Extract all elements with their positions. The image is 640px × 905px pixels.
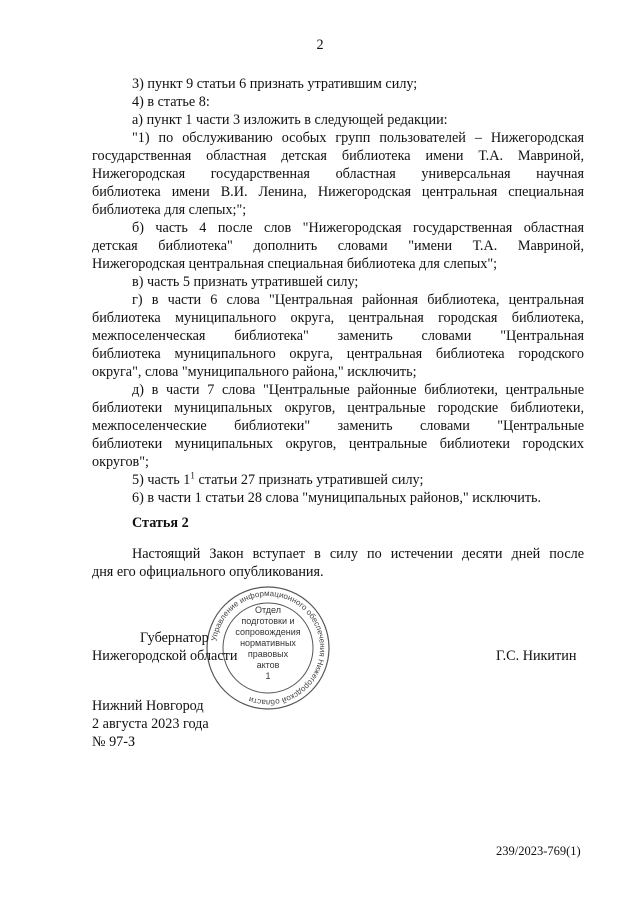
- text-line: б) часть 4 после слов "Нижегородская государственная областная: [132, 220, 584, 236]
- place: Нижний Новгород: [92, 698, 204, 714]
- text-line: государственная областная детская библиотека имени Т.А. Мавриной,: [92, 148, 584, 164]
- text-line: библиотеки муниципальных округов, центральные городские библиотеки,: [92, 400, 584, 416]
- signatory-title: Нижегородской области: [92, 648, 238, 664]
- text-line: "1) по обслуживанию особых групп пользователей – Нижегородская: [132, 130, 584, 146]
- seal-line: Отдел: [254, 605, 282, 615]
- article-heading: Статья 2: [132, 515, 189, 531]
- seal-line: правовых: [247, 649, 289, 659]
- text-line: 3) пункт 9 статьи 6 признать утратившим силу;: [132, 76, 418, 92]
- law-number: № 97-З: [92, 734, 136, 750]
- seal-line: сопровождения: [235, 627, 301, 637]
- seal-line: 1: [265, 671, 271, 681]
- text-line: в) часть 5 признать утратившей силу;: [132, 274, 359, 290]
- text-line: Настоящий Закон вступает в силу по истечении десяти дней после: [132, 546, 584, 562]
- seal-line: актов: [256, 660, 280, 670]
- text-line: дня его официального опубликования.: [92, 564, 324, 580]
- seal-line: нормативных: [240, 638, 296, 648]
- text-line: межпоселенческая библиотека" заменить словами "Центральная: [92, 328, 584, 344]
- text-line-part: 5) часть 1: [132, 472, 191, 488]
- text-line: г) в части 6 слова "Центральная районная библиотека, центральная: [132, 292, 584, 308]
- text-line: 4) в статье 8:: [132, 94, 210, 110]
- seal-ring-text: Управление информационного обеспечения Нижегородской области: [209, 588, 328, 708]
- document-code: 239/2023-769(1): [496, 844, 581, 858]
- date: 2 августа 2023 года: [92, 716, 209, 732]
- text-line: Нижегородская центральная специальная библиотека для слепых";: [92, 256, 498, 272]
- signatory-name: Г.С. Никитин: [496, 648, 577, 664]
- text-line: д) в части 7 слова "Центральные районные библиотеки, центральные: [132, 382, 584, 398]
- text-line: библиотека муниципального округа, центральная библиотека городского: [92, 346, 584, 362]
- text-line: округов";: [92, 454, 149, 470]
- seal-line: подготовки и: [241, 616, 295, 626]
- text-line: детская библиотека" дополнить словами "имени Т.А. Мавриной,: [92, 238, 584, 254]
- signatory-title: Губернатор: [140, 630, 209, 646]
- text-line: округа", слова "муниципального района," исключить;: [92, 364, 417, 380]
- text-line: 6) в части 1 статьи 28 слова "муниципальных районов," исключить.: [132, 490, 542, 506]
- text-line: [132, 471, 423, 489]
- text-line: Нижегородская государственная областная универсальная научная: [92, 166, 584, 182]
- superscript: 1: [190, 470, 195, 481]
- text-line: библиотеки муниципальных округов, центральные библиотеки городских: [92, 436, 584, 452]
- text-line: библиотека для слепых;";: [92, 202, 247, 218]
- page-number: 2: [316, 37, 324, 53]
- text-line: межпоселенческие библиотеки" заменить словами "Центральные: [92, 418, 584, 434]
- text-line: библиотека муниципального округа, центральная городская библиотека,: [92, 310, 584, 326]
- text-line: библиотека имени В.И. Ленина, Нижегородская центральная специальная: [92, 184, 584, 200]
- text-line: а) пункт 1 части 3 изложить в следующей редакции:: [132, 112, 448, 128]
- text-line-part: статьи 27 признать утратившей силу;: [194, 472, 424, 488]
